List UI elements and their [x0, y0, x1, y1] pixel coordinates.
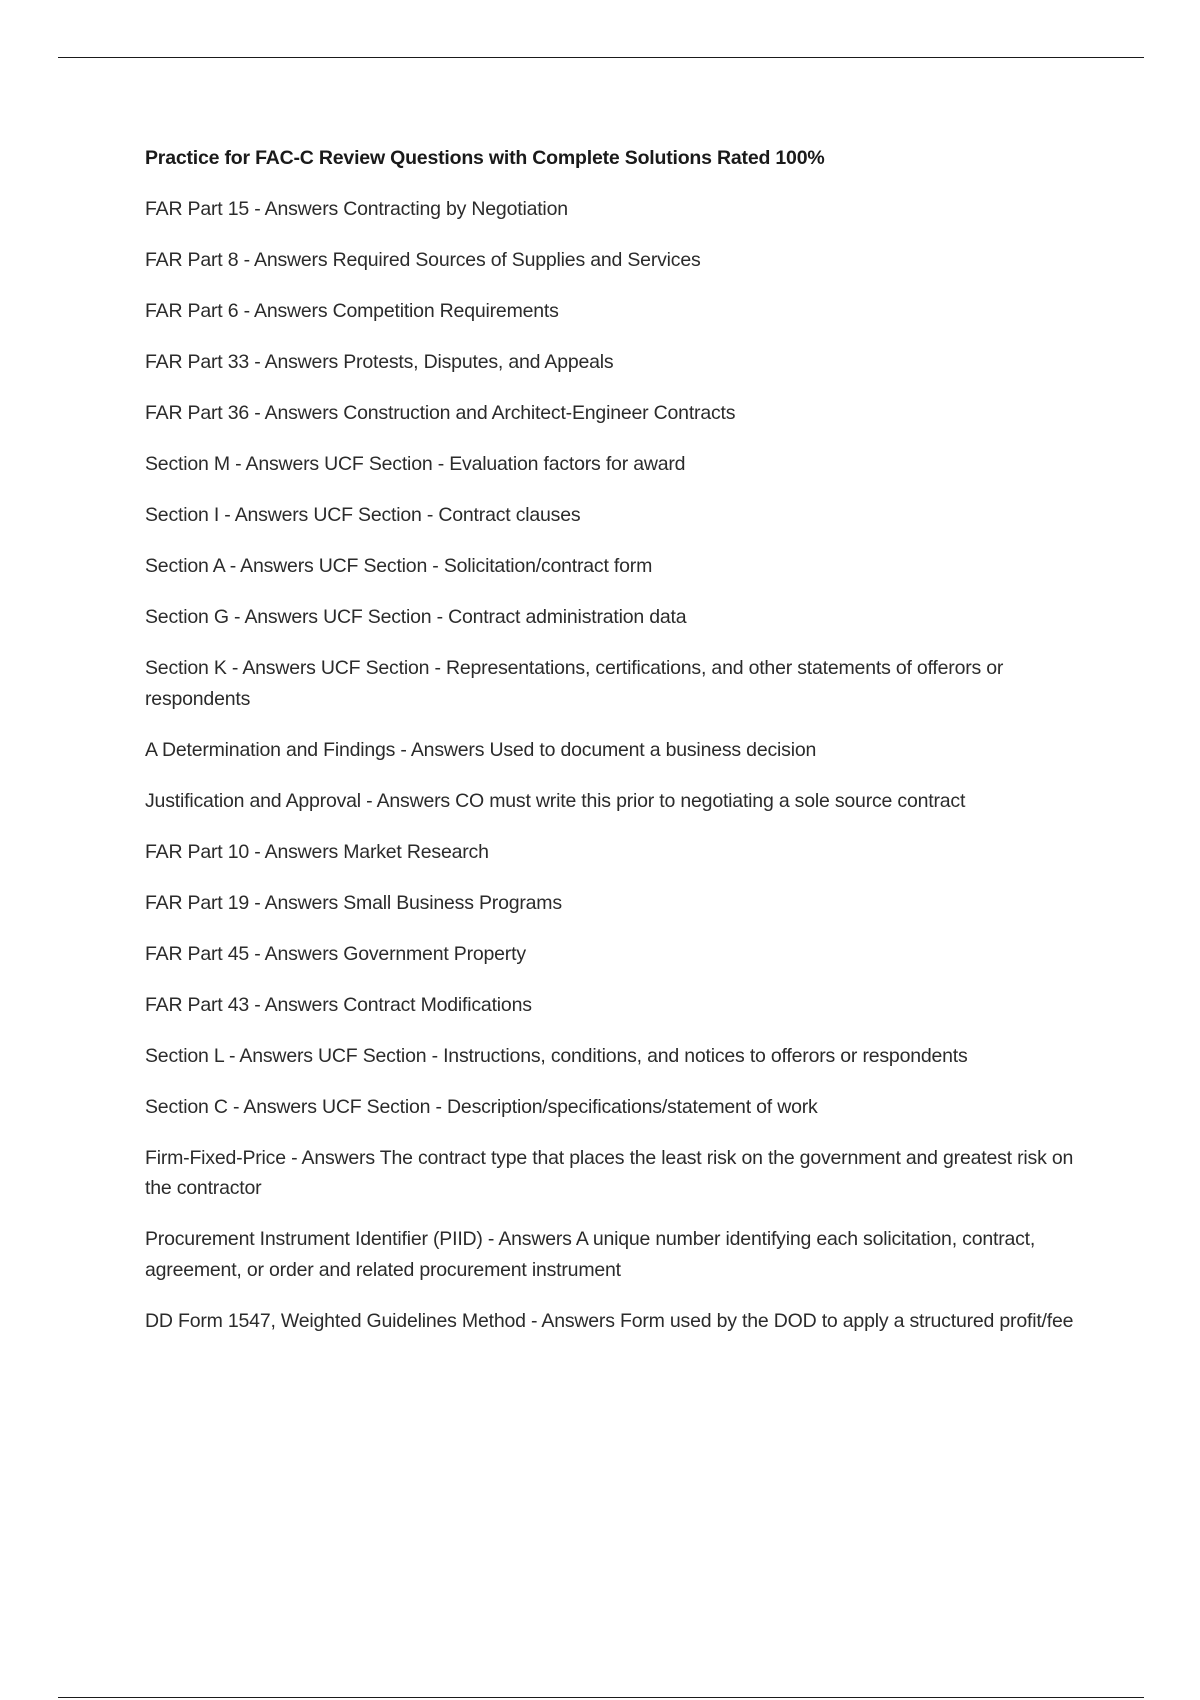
header-rule	[58, 57, 1144, 58]
footer-rule	[58, 1697, 1144, 1698]
qa-item: Section L - Answers UCF Section - Instructions, conditions, and notices to offerors or respondents	[145, 1044, 968, 1067]
qa-item: Justification and Approval - Answers CO must write this prior to negotiating a sole source contract	[145, 789, 966, 812]
qa-item: A Determination and Findings - Answers Used to document a business decision	[145, 738, 817, 761]
qa-item: Section M - Answers UCF Section - Evaluation factors for award	[145, 453, 686, 475]
qa-item: FAR Part 15 - Answers Contracting by Negotiation	[145, 198, 568, 220]
qa-item: Section C - Answers UCF Section - Description/specifications/statement of work	[145, 1095, 818, 1118]
qa-item: Procurement Instrument Identifier (PIID) - Answers A unique number identifying each solicitation, contract, agreement, or order and related procurement instrument	[145, 1228, 1036, 1281]
qa-item: Firm-Fixed-Price - Answers The contract type that places the least risk on the government and greatest risk on the contractor	[145, 1146, 1074, 1199]
qa-item: DD Form 1547, Weighted Guidelines Method - Answers Form used by the DOD to apply a structured profit/fee	[145, 1309, 1074, 1332]
qa-item: FAR Part 45 - Answers Government Property	[145, 942, 526, 965]
qa-item: Section K - Answers UCF Section - Representations, certifications, and other statements of offerors or respondents	[145, 657, 1004, 710]
document-body	[145, 143, 1080, 1357]
qa-item: Section I - Answers UCF Section - Contract clauses	[145, 504, 581, 526]
qa-item: FAR Part 33 - Answers Protests, Disputes, and Appeals	[145, 351, 614, 373]
qa-item: FAR Part 10 - Answers Market Research	[145, 840, 489, 863]
qa-item: FAR Part 36 - Answers Construction and Architect-Engineer Contracts	[145, 402, 736, 424]
qa-item: FAR Part 6 - Answers Competition Requirements	[145, 300, 559, 322]
qa-item: FAR Part 43 - Answers Contract Modifications	[145, 993, 532, 1016]
qa-item: Section A - Answers UCF Section - Solicitation/contract form	[145, 555, 653, 577]
qa-item: Section G - Answers UCF Section - Contract administration data	[145, 606, 687, 628]
qa-item: FAR Part 19 - Answers Small Business Programs	[145, 891, 562, 914]
document-title: Practice for FAC-C Review Questions with Complete Solutions Rated 100%	[145, 147, 825, 169]
qa-item: FAR Part 8 - Answers Required Sources of Supplies and Services	[145, 249, 701, 271]
